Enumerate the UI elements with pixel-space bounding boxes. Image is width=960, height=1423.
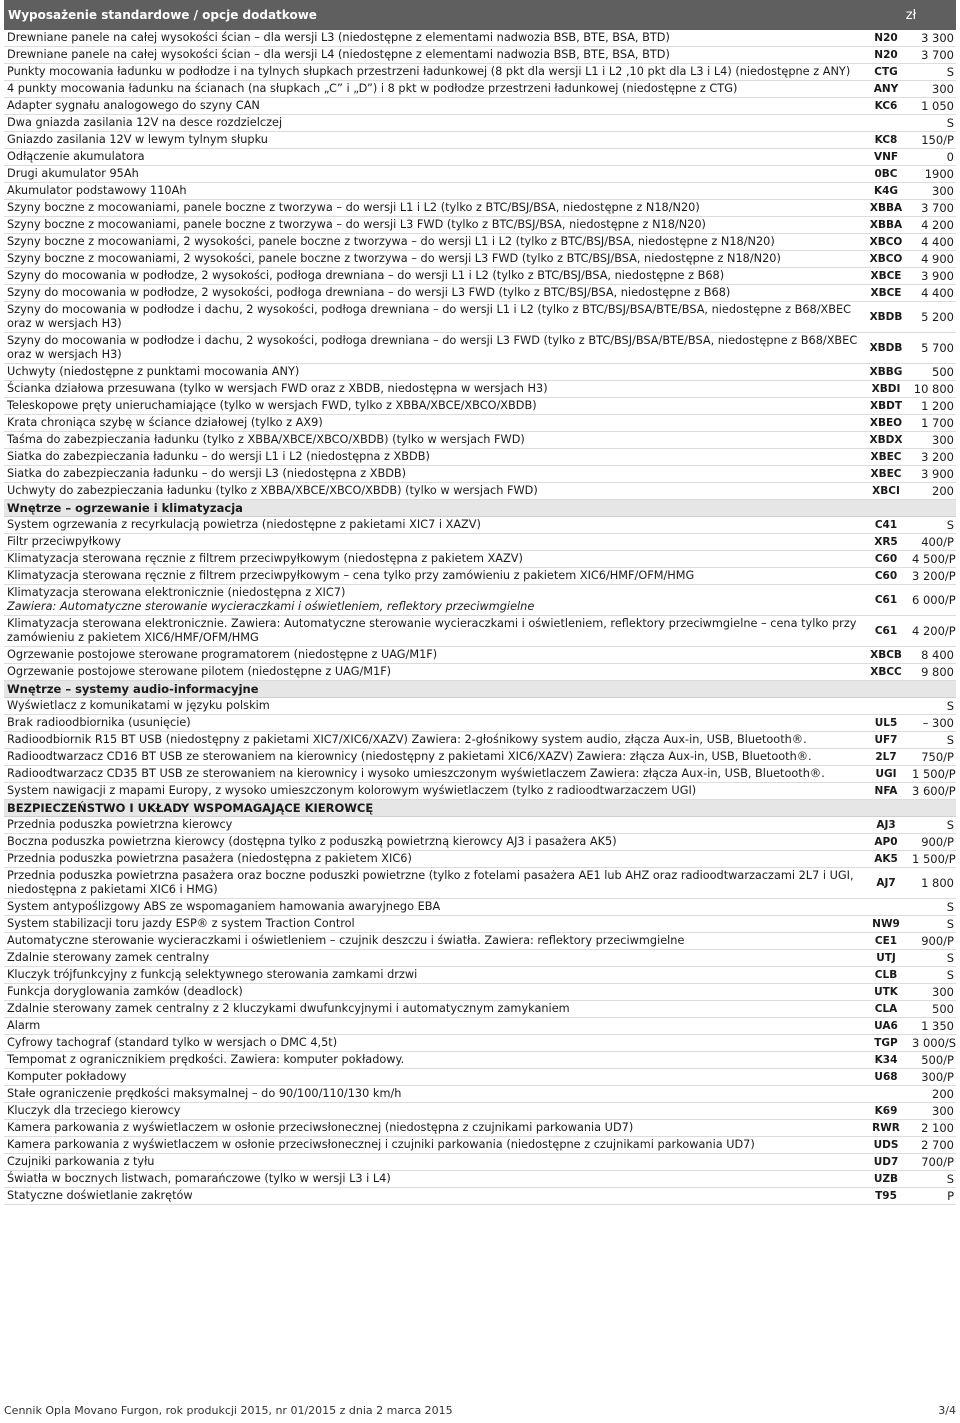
option-price: 3 200	[921, 450, 954, 464]
option-price: S	[946, 968, 954, 982]
table-row	[4, 302, 956, 333]
table-row	[4, 217, 956, 234]
option-description: Szyny do mocowania w podłodze, 2 wysokości, podłoga drewniana – do wersji L3 FWD (tylko z BTC/BSJ/BSA, niedostępne z B68)	[7, 286, 731, 299]
option-description: System nawigacji z mapami Europy, z wysoko umieszczonym kolorowym wyświetlaczem (tylko z radioodtwarzaczem UGI)	[7, 784, 697, 797]
option-price: 4 400	[921, 286, 954, 300]
option-description: Szyny do mocowania w podłodze, 2 wysokości, podłoga drewniana – do wersji L1 i L2 (tylko z BTC/BSJ/BSA, niedostępne z B68)	[7, 269, 725, 282]
option-price: 0	[946, 150, 954, 164]
option-description: Uchwyty do zabezpieczania ładunku (tylko z XBBA/XBCE/XBCO/XBDB) (tylko w wersjach FWD)	[7, 484, 538, 497]
table-row	[4, 483, 956, 500]
option-code: XBBA	[869, 219, 903, 231]
option-description: Teleskopowe pręty unieruchamiające (tylko w wersjach FWD, tylko z XBBA/XBCE/XBCO/XBDB)	[7, 399, 537, 412]
option-code: XBDT	[870, 400, 902, 412]
option-code: XBCO	[869, 236, 903, 248]
option-code: C60	[874, 553, 898, 565]
table-row	[4, 47, 956, 64]
option-price: 500	[932, 365, 954, 379]
option-price: 5 200	[921, 310, 954, 324]
option-price: 3 200/P	[912, 569, 956, 583]
table-row	[4, 1069, 956, 1086]
option-description: Zdalnie sterowany zamek centralny	[7, 951, 210, 964]
table-row	[4, 1018, 956, 1035]
option-code: AP0	[874, 836, 898, 848]
option-price: 4 500/P	[912, 552, 956, 566]
table-row	[4, 616, 956, 647]
option-code: C60	[874, 570, 898, 582]
option-code: K34	[874, 1054, 898, 1066]
table-row	[4, 1154, 956, 1171]
table-row	[4, 1103, 956, 1120]
table-row	[4, 766, 956, 783]
section-heading: Wnętrze – systemy audio-informacyjne	[4, 681, 956, 698]
option-price: 500	[932, 1002, 954, 1016]
option-code: CLA	[874, 1003, 898, 1015]
option-description: Taśma do zabezpieczania ładunku (tylko z XBBA/XBCE/XBCO/XBDB) (tylko w wersjach FWD)	[7, 433, 525, 446]
option-description: Filtr przeciwpyłkowy	[7, 535, 121, 548]
option-description: Siatka do zabezpieczania ładunku – do wersji L1 i L2 (niedostępna z XBDB)	[7, 450, 430, 463]
option-price: 900/P	[921, 835, 954, 849]
option-code: XR5	[874, 536, 898, 548]
option-code: XBDX	[869, 434, 903, 446]
option-description: Przednia poduszka powietrzna pasażera (niedostępna z pakietem XIC6)	[7, 852, 412, 865]
option-code: N20	[874, 49, 898, 61]
table-row	[4, 851, 956, 868]
option-code: CE1	[874, 935, 898, 947]
option-description: Szyny boczne z mocowaniami, 2 wysokości, panele boczne z tworzywa – do wersji L1 i L2 (tylko z BTC/BSJ/BSA, niedostępne z N18/N20)	[7, 235, 775, 248]
option-code: TGP	[874, 1037, 898, 1049]
option-price: S	[946, 818, 954, 832]
option-code: XBCB	[870, 649, 902, 661]
table-title: Wyposażenie standardowe / opcje dodatkowe	[8, 8, 317, 22]
table-row	[4, 333, 956, 364]
option-description: Drewniane panele na całej wysokości ścian – dla wersji L3 (niedostępne z elementami nadwozia BSB, BTE, BSA, BTD)	[7, 31, 670, 44]
option-price: 3 700	[921, 48, 954, 62]
option-price: 1 800	[921, 876, 954, 890]
table-row	[4, 732, 956, 749]
option-description: Radioodbiornik R15 BT USB (niedostępny z pakietami XIC7/XIC6/XAZV) Zawiera: 2-głośnikowy system audio, złącza Aux-in, USB, Bluetooth®.	[7, 733, 807, 746]
table-row	[4, 534, 956, 551]
option-code: XBCC	[870, 666, 902, 678]
option-price: 9 800	[921, 665, 954, 679]
footer-caption: Cennik Opla Movano Furgon, rok produkcji 2015, nr 01/2015 z dnia 2 marca 2015	[4, 1404, 453, 1417]
option-price: 3 700	[921, 201, 954, 215]
option-price: 3 600/P	[912, 784, 956, 798]
table-row	[4, 749, 956, 766]
option-code: U68	[874, 1071, 898, 1083]
option-code: XBDI	[871, 383, 901, 395]
section-heading: Wnętrze – ogrzewanie i klimatyzacja	[4, 500, 956, 517]
option-description: Statyczne doświetlanie zakrętów	[7, 1189, 193, 1202]
option-description: Wyświetlacz z komunikatami w języku polskim	[7, 699, 270, 712]
option-description: Klimatyzacja sterowana elektronicznie (niedostępna z XIC7) Zawiera: Automatyczne sterowanie wycieraczkami i oświetleniem, reflektory przeciwmgielne	[7, 586, 535, 613]
option-price: 1900	[924, 167, 954, 181]
section-heading: BEZPIECZEŃSTWO I UKŁADY WSPOMAGAJĄCE KIEROWCĘ	[4, 800, 956, 817]
page-number: 3/4	[938, 1404, 956, 1417]
option-price: S	[946, 116, 954, 130]
option-description: Szyny do mocowania w podłodze i dachu, 2 wysokości, podłoga drewniana – do wersji L3 FWD (tylko z BTC/BSJ/BSA/BTE/BSA, niedostępne z B68/XBEC oraz w wersjach H3)	[7, 334, 858, 361]
option-code: K4G	[873, 185, 899, 197]
table-row	[4, 364, 956, 381]
option-description: System stabilizacji toru jazdy ESP® z system Traction Control	[7, 917, 355, 930]
option-description: Przednia poduszka powietrzna pasażera oraz boczne poduszki powietrzne (tylko z fotelami pasażera AE1 lub AHZ oraz radioodtwarzaczami 2L7 i UGI, niedostępna z pakietami XIC6 i HMG)	[7, 869, 854, 896]
option-code: ANY	[873, 83, 899, 95]
option-price: S	[946, 733, 954, 747]
option-description: Szyny boczne z mocowaniami, 2 wysokości, panele boczne z tworzywa – do wersji L3 FWD (tylko z BTC/BSJ/BSA, niedostępne z N18/N20)	[7, 252, 781, 265]
option-description: Drewniane panele na całej wysokości ścian – dla wersji L4 (niedostępne z elementami nadwozia BSB, BTE, BSA, BTD)	[7, 48, 670, 61]
option-description: Drugi akumulator 95Ah	[7, 167, 139, 180]
option-price: S	[946, 65, 954, 79]
option-price: 1 200	[921, 399, 954, 413]
table-row	[4, 98, 956, 115]
option-code: XBBG	[869, 366, 903, 378]
table-row	[4, 916, 956, 933]
option-price: S	[946, 1172, 954, 1186]
table-row	[4, 967, 956, 984]
table-row	[4, 149, 956, 166]
option-price: 200	[932, 484, 954, 498]
option-description: Szyny boczne z mocowaniami, panele boczne z tworzywa – do wersji L1 i L2 (tylko z BTC/BSJ/BSA, niedostępne z N18/N20)	[7, 201, 700, 214]
option-price: 2 100	[921, 1121, 954, 1135]
option-price: S	[946, 900, 954, 914]
price-list-table	[4, 0, 956, 1205]
option-description: Krata chroniąca szybę w ściance działowej (tylko z AX9)	[7, 416, 323, 429]
option-description: Radioodtwarzacz CD16 BT USB ze sterowaniem na kierownicy (niedostępny z pakietami XIC6/XAZV) Zawiera: złącza Aux-in, USB, Bluetooth®.	[7, 750, 812, 763]
option-code: XBCE	[870, 270, 902, 282]
option-description: Światła w bocznych listwach, pomarańczowe (tylko w wersji L3 i L4)	[7, 1172, 391, 1185]
table-row	[4, 432, 956, 449]
option-description: Szyny boczne z mocowaniami, panele boczne z tworzywa – do wersji L3 FWD (tylko z BTC/BSJ/BSA, niedostępne z N18/N20)	[7, 218, 706, 231]
table-row	[4, 132, 956, 149]
option-price: 400/P	[921, 535, 954, 549]
table-row	[4, 64, 956, 81]
option-code: UZB	[873, 1173, 899, 1185]
option-code: UL5	[874, 717, 898, 729]
option-price: 3 000/S	[912, 1036, 957, 1050]
option-price: 300	[932, 1104, 954, 1118]
option-description: Radioodtwarzacz CD35 BT USB ze sterowaniem na kierownicy i wysoko umieszczonym wyświetlaczem Zawiera: złącza Aux-in, USB, Bluetooth®.	[7, 767, 825, 780]
option-code: UTK	[874, 986, 898, 998]
option-code: N20	[874, 32, 898, 44]
option-price: 1 050	[921, 99, 954, 113]
option-description: Klimatyzacja sterowana ręcznie z filtrem przeciwpyłkowym – cena tylko przy zamówieniu z pakietem XIC6/HMF/OFM/HMG	[7, 569, 695, 582]
option-description: Kamera parkowania z wyświetlaczem w osłonie przeciwsłonecznej (niedostępna z czujnikami parkowania UD7)	[7, 1121, 634, 1134]
option-description: Klimatyzacja sterowana ręcznie z filtrem przeciwpyłkowym (niedostępna z pakietem XAZV)	[7, 552, 523, 565]
option-description: Kluczyk dla trzeciego kierowcy	[7, 1104, 181, 1117]
option-description: Kamera parkowania z wyświetlaczem w osłonie przeciwsłonecznej i czujniki parkowania (niedostępne z czujnikami parkowania UD7)	[7, 1138, 755, 1151]
table-row	[4, 1188, 956, 1205]
option-price: – 300	[922, 716, 954, 730]
option-code: RWR	[872, 1122, 900, 1134]
option-code: KC8	[874, 134, 898, 146]
option-description: Akumulator podstawowy 110Ah	[7, 184, 187, 197]
option-price: 1 350	[921, 1019, 954, 1033]
option-description: Ścianka działowa przesuwana (tylko w wersjach FWD oraz z XBDB, niedostępna w wersjach H3)	[7, 382, 548, 395]
option-price: 4 200	[921, 218, 954, 232]
table-row	[4, 200, 956, 217]
table-row	[4, 1001, 956, 1018]
option-price: 10 800	[913, 382, 954, 396]
option-price: 8 400	[921, 648, 954, 662]
table-row	[4, 466, 956, 483]
option-description: Stałe ograniczenie prędkości maksymalnej – do 90/100/110/130 km/h	[7, 1087, 402, 1100]
option-description: Funkcja doryglowania zamków (deadlock)	[7, 985, 243, 998]
table-row	[4, 585, 956, 616]
option-code: XBEC	[870, 468, 902, 480]
option-description: Tempomat z ogranicznikiem prędkości. Zawiera: komputer pokładowy.	[7, 1053, 405, 1066]
option-price: 1 500/P	[912, 767, 956, 781]
page-footer	[4, 1404, 956, 1417]
table-row	[4, 234, 956, 251]
table-row	[4, 166, 956, 183]
option-code: XBEO	[869, 417, 903, 429]
option-description: Szyny do mocowania w podłodze i dachu, 2 wysokości, podłoga drewniana – do wersji L1 i L2 (tylko z BTC/BSJ/BSA/BTE/BSA, niedostępne z B68/XBEC oraz w wersjach H3)	[7, 303, 852, 330]
table-row	[4, 834, 956, 851]
option-code: T95	[875, 1190, 897, 1202]
option-description: Brak radioodbiornika (usunięcie)	[7, 716, 191, 729]
table-row	[4, 1035, 956, 1052]
table-row	[4, 950, 956, 967]
option-code: AK5	[874, 853, 898, 865]
option-price: 2 700	[921, 1138, 954, 1152]
option-code: NFA	[874, 785, 898, 797]
option-description: Alarm	[7, 1019, 41, 1032]
option-description: Ogrzewanie postojowe sterowane programatorem (niedostępne z UAG/M1F)	[7, 648, 438, 661]
option-description: Czujniki parkowania z tyłu	[7, 1155, 155, 1168]
table-row	[4, 30, 956, 47]
option-price: 300/P	[921, 1070, 954, 1084]
table-row	[4, 398, 956, 415]
table-row	[4, 183, 956, 200]
option-description: Boczna poduszka powietrzna kierowcy (dostępna tylko z poduszką powietrzną kierowcy AJ3 i pasażera AK5)	[7, 835, 617, 848]
option-price: 3 900	[921, 467, 954, 481]
option-code: CLB	[874, 969, 898, 981]
option-price: 900/P	[921, 934, 954, 948]
option-code: XBDB	[869, 342, 903, 354]
table-row	[4, 1052, 956, 1069]
option-price: 750/P	[921, 750, 954, 764]
table-body	[4, 30, 956, 1205]
option-code: CTG	[874, 66, 898, 78]
table-row	[4, 647, 956, 664]
table-row	[4, 568, 956, 585]
option-description: Dwa gniazda zasilania 12V na desce rozdzielczej	[7, 116, 283, 129]
option-price: 4 900	[921, 252, 954, 266]
table-row	[4, 285, 956, 302]
option-code: VNF	[873, 151, 899, 163]
option-price: S	[946, 518, 954, 532]
price-column-header: zł	[905, 7, 917, 23]
table-row	[4, 449, 956, 466]
option-description: System antypoślizgowy ABS ze wspomaganiem hamowania awaryjnego EBA	[7, 900, 441, 913]
option-price: 3 300	[921, 31, 954, 45]
option-code: XBBA	[869, 202, 903, 214]
table-row	[4, 551, 956, 568]
option-description: Adapter sygnału analogowego do szyny CAN	[7, 99, 260, 112]
table-row	[4, 868, 956, 899]
option-description: Klimatyzacja sterowana elektronicznie. Zawiera: Automatyczne sterowanie wycieraczkami i oświetleniem, reflektory przeciwmgielne – cena tylko przy zamówieniu z pakietem XIC6/HMF/OFM/HMG	[7, 617, 857, 644]
option-price: 300	[932, 433, 954, 447]
option-price: 200	[932, 1087, 954, 1101]
option-description: Cyfrowy tachograf (standard tylko w wersjach o DMC 4,5t)	[7, 1036, 338, 1049]
option-code: C61	[874, 625, 898, 637]
option-code: XBDB	[869, 311, 903, 323]
option-price: 3 900	[921, 269, 954, 283]
option-description: Ogrzewanie postojowe sterowane pilotem (niedostępne z UAG/M1F)	[7, 665, 392, 678]
table-row	[4, 899, 956, 916]
option-description: 4 punkty mocowania ładunku na ścianach (na słupkach „C” i „D”) i 8 pkt w podłodze przestrzeni ładunkowej (niedostępne z CTG)	[7, 82, 738, 95]
option-price: S	[946, 699, 954, 713]
table-row	[4, 984, 956, 1001]
table-row	[4, 664, 956, 681]
option-description: Odłączenie akumulatora	[7, 150, 145, 163]
option-code: K69	[874, 1105, 898, 1117]
table-row	[4, 415, 956, 432]
option-code: C41	[874, 519, 898, 531]
option-description: Automatyczne sterowanie wycieraczkami i oświetleniem – czujnik deszczu i światła. Zawiera: reflektory przeciwmgielne	[7, 934, 685, 947]
table-row	[4, 251, 956, 268]
table-row	[4, 1120, 956, 1137]
option-code: UGI	[875, 768, 897, 780]
table-row	[4, 1086, 956, 1103]
table-row	[4, 381, 956, 398]
option-price: 6 000/P	[912, 593, 956, 607]
option-description: Punkty mocowania ładunku w podłodze i na tylnych słupkach przestrzeni ładunkowej (8 pkt dla wersji L1 i L2 ,10 pkt dla L3 i L4) (niedostępne z ANY)	[7, 65, 851, 78]
option-price: 1 700	[921, 416, 954, 430]
table-row	[4, 817, 956, 834]
table-row	[4, 698, 956, 715]
option-price: 700/P	[921, 1155, 954, 1169]
option-code: KC6	[874, 100, 898, 112]
option-code: XBEC	[870, 451, 902, 463]
option-price: 150/P	[921, 133, 954, 147]
option-code: XBCI	[872, 485, 900, 497]
table-row	[4, 1171, 956, 1188]
option-price: 5 700	[921, 341, 954, 355]
table-row	[4, 715, 956, 732]
option-description: Komputer pokładowy	[7, 1070, 127, 1083]
option-price: 4 200/P	[912, 624, 956, 638]
option-code: AJ3	[876, 819, 896, 831]
table-row	[4, 933, 956, 950]
option-description: System ogrzewania z recyrkulacją powietrza (niedostępne z pakietami XIC7 i XAZV)	[7, 518, 481, 531]
option-code: UF7	[874, 734, 898, 746]
table-row	[4, 115, 956, 132]
table-header	[4, 0, 956, 30]
table-row	[4, 517, 956, 534]
option-price: 300	[932, 82, 954, 96]
option-note: Zawiera: Automatyczne sterowanie wycieraczkami i oświetleniem, reflektory przeciwmgielne	[7, 600, 535, 613]
option-code: NW9	[872, 918, 900, 930]
option-description: Uchwyty (niedostępne z punktami mocowania ANY)	[7, 365, 300, 378]
option-price: P	[947, 1189, 954, 1203]
option-description: Zdalnie sterowany zamek centralny z 2 kluczykami dwufunkcyjnymi i automatycznym zamykaniem	[7, 1002, 570, 1015]
option-price: S	[946, 917, 954, 931]
option-description: Przednia poduszka powietrzna kierowcy	[7, 818, 233, 831]
option-price: S	[946, 951, 954, 965]
table-row	[4, 81, 956, 98]
option-price: 1 500/P	[912, 852, 956, 866]
table-row	[4, 1137, 956, 1154]
option-price: 300	[932, 184, 954, 198]
option-description: Gniazdo zasilania 12V w lewym tylnym słupku	[7, 133, 268, 146]
option-price: 300	[932, 985, 954, 999]
table-row	[4, 783, 956, 800]
option-code: UDS	[873, 1139, 899, 1151]
option-code: UD7	[873, 1156, 899, 1168]
option-price: 4 400	[921, 235, 954, 249]
option-code: XBCE	[870, 287, 902, 299]
table-row	[4, 268, 956, 285]
option-code: 0BC	[874, 168, 898, 180]
option-description: Siatka do zabezpieczania ładunku – do wersji L3 (niedostępna z XBDB)	[7, 467, 407, 480]
option-description: Kluczyk trójfunkcyjny z funkcją selektywnego sterowania zamkami drzwi	[7, 968, 418, 981]
option-code: AJ7	[876, 877, 896, 889]
option-code: UTJ	[876, 952, 896, 964]
option-price: 500/P	[921, 1053, 954, 1067]
option-code: UA6	[874, 1020, 898, 1032]
option-code: XBCO	[869, 253, 903, 265]
option-code: C61	[874, 594, 898, 606]
option-code: 2L7	[875, 751, 897, 763]
